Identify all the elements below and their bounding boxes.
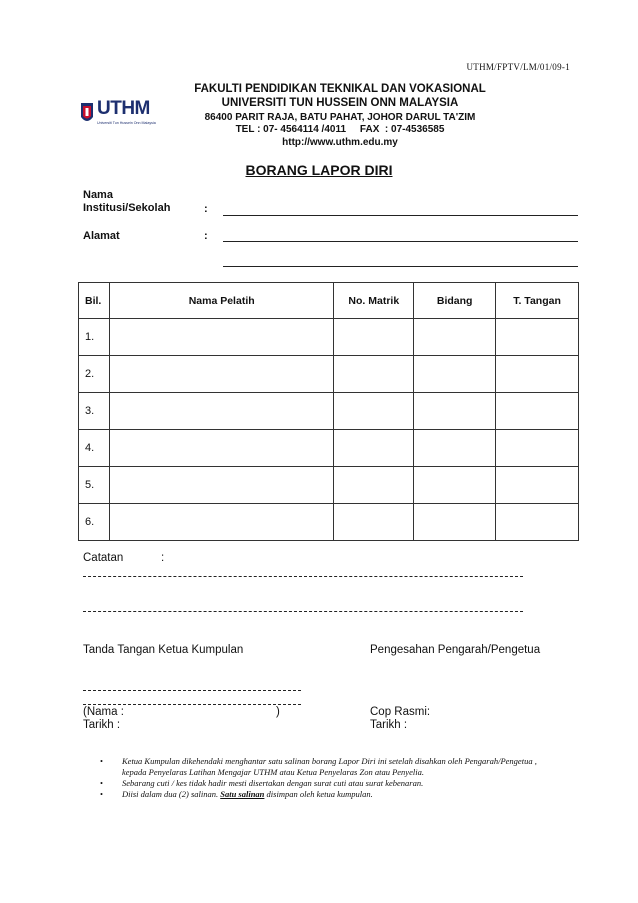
note-item xyxy=(100,778,550,789)
cell-tandatangan[interactable] xyxy=(496,467,579,504)
note-item xyxy=(100,789,550,800)
row-number: 2. xyxy=(79,356,110,393)
table-header-row xyxy=(79,283,579,319)
name-label-line1: Nama xyxy=(83,189,113,201)
nama-field-close: ) xyxy=(276,706,280,718)
form-reference-code: UTHM/FPTV/LM/01/09-1 xyxy=(466,62,570,72)
cell-nama-pelatih[interactable] xyxy=(109,356,333,393)
cell-no-matrik[interactable] xyxy=(334,467,414,504)
address-colon: : xyxy=(204,230,208,242)
name-colon: : xyxy=(204,203,208,215)
cell-nama-pelatih[interactable] xyxy=(109,430,333,467)
tarikh-right-label: Tarikh : xyxy=(370,719,408,731)
cell-tandatangan[interactable] xyxy=(496,319,579,356)
bullet-icon: • xyxy=(100,778,103,788)
note-text-emphasis: Satu salinan xyxy=(220,789,265,799)
address-line: 86400 PARIT RAJA, BATU PAHAT, JOHOR DARUL TA'ZIM xyxy=(204,112,476,123)
cell-tandatangan[interactable] xyxy=(496,504,579,541)
trainee-table xyxy=(78,282,579,541)
row-number: 5. xyxy=(79,467,110,504)
cell-nama-pelatih[interactable] xyxy=(109,467,333,504)
address-field-line2[interactable] xyxy=(223,266,578,267)
catatan-label: Catatan xyxy=(83,552,124,564)
bullet-icon: • xyxy=(100,789,103,799)
row-number: 6. xyxy=(79,504,110,541)
catatan-line-1[interactable] xyxy=(83,576,523,577)
table-row xyxy=(79,393,579,430)
table-row xyxy=(79,319,579,356)
note-text-before: Diisi dalam dua (2) salinan. xyxy=(122,789,221,799)
table-row xyxy=(79,504,579,541)
note-text: Ketua Kumpulan dikehendaki menghantar satu salinan borang Lapor Diri ini setelah disahkan oleh Pengarah/Pengetua , kepada Penyelaras Latihan Mengajar UTHM atau Ketua Penyelaras Zon atau Penyelia. xyxy=(122,756,537,777)
col-header-no-matrik: No. Matrik xyxy=(334,283,414,319)
cell-tandatangan[interactable] xyxy=(496,356,579,393)
note-item xyxy=(100,756,550,778)
catatan-colon: : xyxy=(161,552,165,564)
logo-subtext: Universiti Tun Hussein Onn Malaysia xyxy=(97,121,156,125)
cell-no-matrik[interactable] xyxy=(334,430,414,467)
table-row xyxy=(79,356,579,393)
signature-line[interactable] xyxy=(83,690,301,691)
bullet-icon: • xyxy=(100,756,103,766)
nama-field-label: (Nama : xyxy=(83,706,124,718)
table-row xyxy=(79,467,579,504)
row-number: 3. xyxy=(79,393,110,430)
cell-bidang[interactable] xyxy=(414,504,496,541)
cell-bidang[interactable] xyxy=(414,430,496,467)
cell-bidang[interactable] xyxy=(414,356,496,393)
col-header-bidang: Bidang xyxy=(414,283,496,319)
cell-no-matrik[interactable] xyxy=(334,356,414,393)
institution-name-field[interactable] xyxy=(223,215,578,216)
table-row xyxy=(79,430,579,467)
cell-tandatangan[interactable] xyxy=(496,430,579,467)
name-label-line2: Institusi/Sekolah xyxy=(83,202,171,214)
cell-tandatangan[interactable] xyxy=(496,393,579,430)
logo-wordmark: UTHM xyxy=(97,98,150,119)
note-text: Sebarang cuti / kes tidak hadir mesti disertakan dengan surat cuti atau surat kebenaran. xyxy=(122,778,424,788)
university-name: UNIVERSITI TUN HUSSEIN ONN MALAYSIA xyxy=(221,97,459,109)
tarikh-left-label: Tarikh : xyxy=(83,719,121,731)
cell-no-matrik[interactable] xyxy=(334,393,414,430)
form-title: BORANG LAPOR DIRI xyxy=(245,162,393,178)
address-label: Alamat xyxy=(83,230,120,242)
col-header-nama-pelatih: Nama Pelatih xyxy=(109,283,333,319)
cell-bidang[interactable] xyxy=(414,467,496,504)
instruction-notes xyxy=(100,756,550,800)
cell-nama-pelatih[interactable] xyxy=(109,319,333,356)
signature-line-2[interactable] xyxy=(83,704,301,705)
cell-bidang[interactable] xyxy=(414,393,496,430)
director-endorsement-title: Pengesahan Pengarah/Pengetua xyxy=(370,644,541,656)
address-field-line1[interactable] xyxy=(223,241,578,242)
official-stamp-label: Cop Rasmi: xyxy=(370,706,431,718)
faculty-name: FAKULTI PENDIDIKAN TEKNIKAL DAN VOKASIONAL xyxy=(194,83,486,95)
row-number: 4. xyxy=(79,430,110,467)
cell-no-matrik[interactable] xyxy=(334,319,414,356)
note-text-after: disimpan oleh ketua kumpulan. xyxy=(264,789,373,799)
cell-nama-pelatih[interactable] xyxy=(109,393,333,430)
group-leader-signature-title: Tanda Tangan Ketua Kumpulan xyxy=(83,644,244,656)
col-header-tandatangan: T. Tangan xyxy=(496,283,579,319)
catatan-line-2[interactable] xyxy=(83,611,523,612)
cell-no-matrik[interactable] xyxy=(334,504,414,541)
contact-line: TEL : 07- 4564114 /4011 FAX : 07-4536585 xyxy=(235,124,445,135)
cell-bidang[interactable] xyxy=(414,319,496,356)
col-header-bil: Bil. xyxy=(79,283,110,319)
cell-nama-pelatih[interactable] xyxy=(109,504,333,541)
website-url: http://www.uthm.edu.my xyxy=(282,137,398,148)
row-number: 1. xyxy=(79,319,110,356)
